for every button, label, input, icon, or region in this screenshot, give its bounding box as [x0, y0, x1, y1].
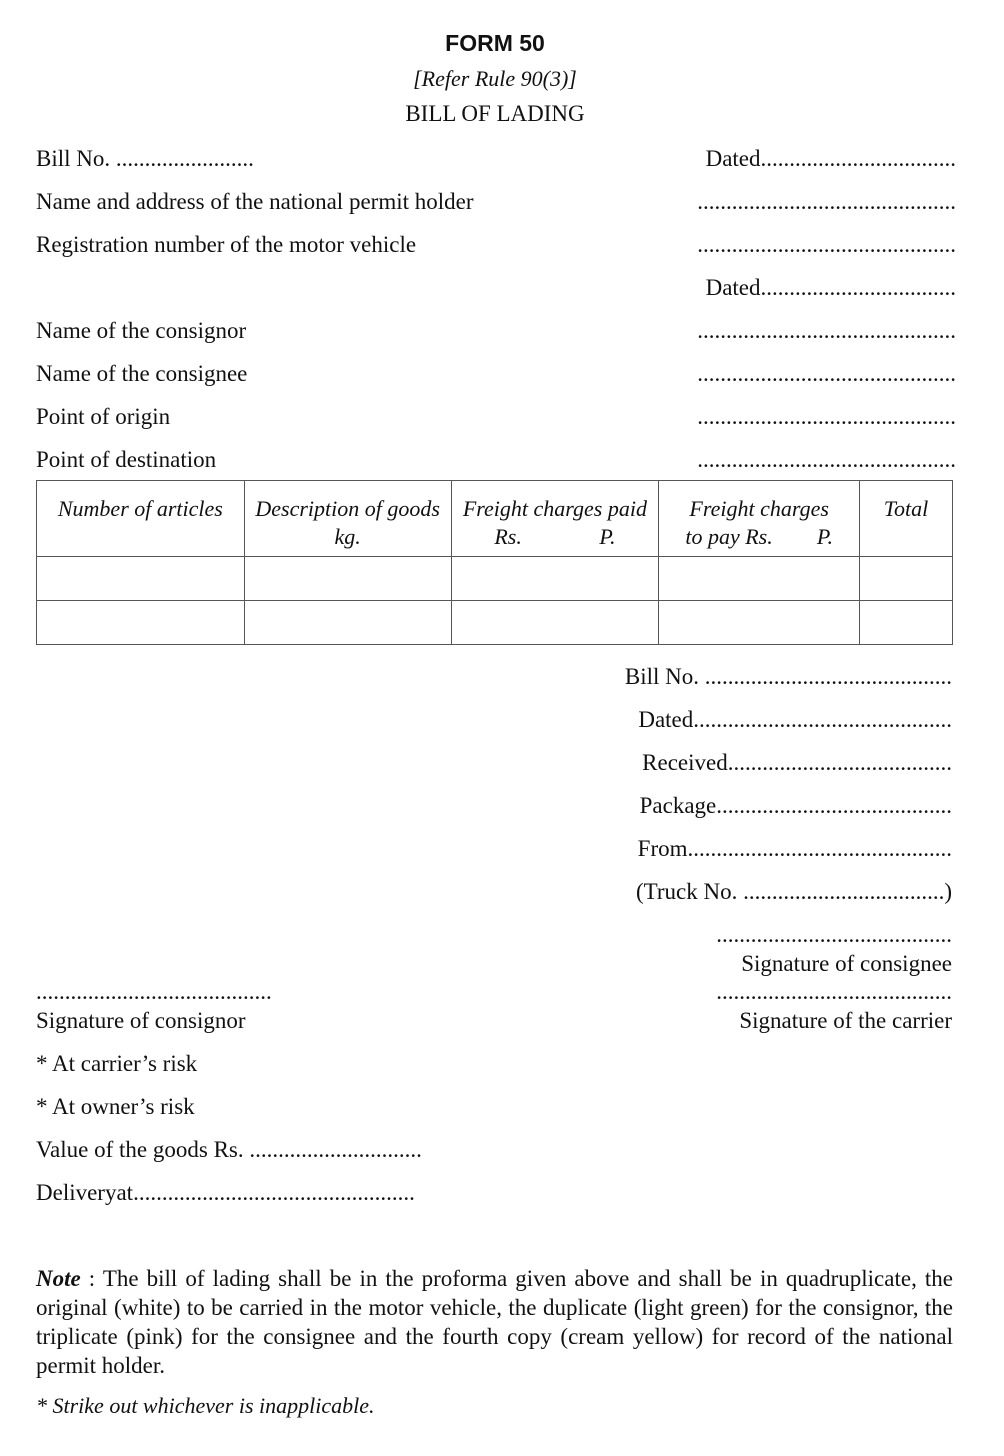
receipt-received-field[interactable]: Received....................................... [642, 750, 952, 775]
permit-holder-field[interactable]: ............................................. [697, 189, 956, 214]
origin-field[interactable]: ............................................. [697, 404, 956, 429]
table-cell[interactable] [860, 557, 953, 601]
goods-value-field[interactable]: Value of the goods Rs. .............................. [36, 1137, 422, 1162]
consignee-field[interactable]: ............................................. [697, 361, 956, 386]
receipt-package-field[interactable]: Package......................................... [639, 793, 952, 818]
table-row [37, 557, 953, 601]
consignee-signature-label: Signature of consignee [741, 951, 952, 976]
origin-label: Point of origin [36, 404, 171, 429]
consignor-signature-label: Signature of consignor [36, 1008, 246, 1033]
carrier-risk-option[interactable]: * At carrier’s risk [36, 1051, 198, 1076]
document-title: BILL OF LADING [405, 101, 585, 126]
carrier-signature-line[interactable]: ......................................... [716, 979, 952, 1004]
col-freight-paid: Freight charges paid Rs. P. [451, 481, 659, 557]
table-cell[interactable] [244, 601, 451, 645]
table-cell[interactable] [659, 557, 860, 601]
receipt-truck-no-field[interactable]: (Truck No. ...................................) [635, 879, 952, 904]
table-header-row [37, 481, 953, 557]
carrier-signature-label: Signature of the carrier [739, 1008, 952, 1033]
bill-no-field[interactable]: Bill No. ........................ [36, 146, 254, 171]
consignor-field[interactable]: ............................................. [697, 318, 956, 343]
table-row [37, 601, 953, 645]
delivery-at-field[interactable]: Deliveryat................................................. [36, 1180, 415, 1205]
col-description-of-goods: Description of goods kg. [244, 481, 451, 557]
consignee-label: Name of the consignee [36, 361, 248, 386]
receipt-from-field[interactable]: From.............................................. [637, 836, 952, 861]
footnote: * Strike out whichever is inapplicable. [36, 1393, 375, 1418]
dated-field[interactable]: Dated.................................. [705, 146, 956, 171]
note-label: Note [36, 1266, 81, 1291]
registration-field[interactable]: ............................................. [697, 232, 956, 257]
note-paragraph [36, 1264, 953, 1380]
col-freight-to-pay: Freight charges to pay Rs. P. [659, 481, 860, 557]
table-cell[interactable] [659, 601, 860, 645]
goods-table [36, 480, 953, 645]
table-cell[interactable] [37, 601, 245, 645]
destination-label: Point of destination [36, 447, 217, 472]
consignor-label: Name of the consignor [36, 318, 247, 343]
destination-field[interactable]: ............................................. [697, 447, 956, 472]
table-cell[interactable] [451, 601, 659, 645]
permit-holder-label: Name and address of the national permit holder [36, 189, 474, 214]
table-cell[interactable] [860, 601, 953, 645]
form-title: FORM 50 [445, 30, 545, 56]
consignee-signature-line[interactable]: ......................................... [716, 922, 952, 947]
table-cell[interactable] [451, 557, 659, 601]
registration-label: Registration number of the motor vehicle [36, 232, 417, 257]
table-cell[interactable] [37, 557, 245, 601]
col-number-of-articles: Number of articles [37, 481, 245, 557]
receipt-bill-no-field[interactable]: Bill No. ........................................... [624, 664, 952, 689]
col-total: Total [860, 481, 953, 557]
note-text: : The bill of lading shall be in the proforma given above and shall be in quadruplicate, the original (white) to be carried in the motor vehicle, the duplicate (light green) for the consignor, the triplicate (pink) for the consignee and the fourth copy (cream yellow) for record of the national permit holder. [36, 1266, 953, 1378]
registration-dated-field[interactable]: Dated.................................. [705, 275, 956, 300]
table-cell[interactable] [244, 557, 451, 601]
rule-reference: [Refer Rule 90(3)] [413, 66, 577, 91]
owner-risk-option[interactable]: * At owner’s risk [36, 1094, 195, 1119]
receipt-dated-field[interactable]: Dated............................................. [638, 707, 952, 732]
consignor-signature-line[interactable]: ......................................... [36, 979, 272, 1004]
